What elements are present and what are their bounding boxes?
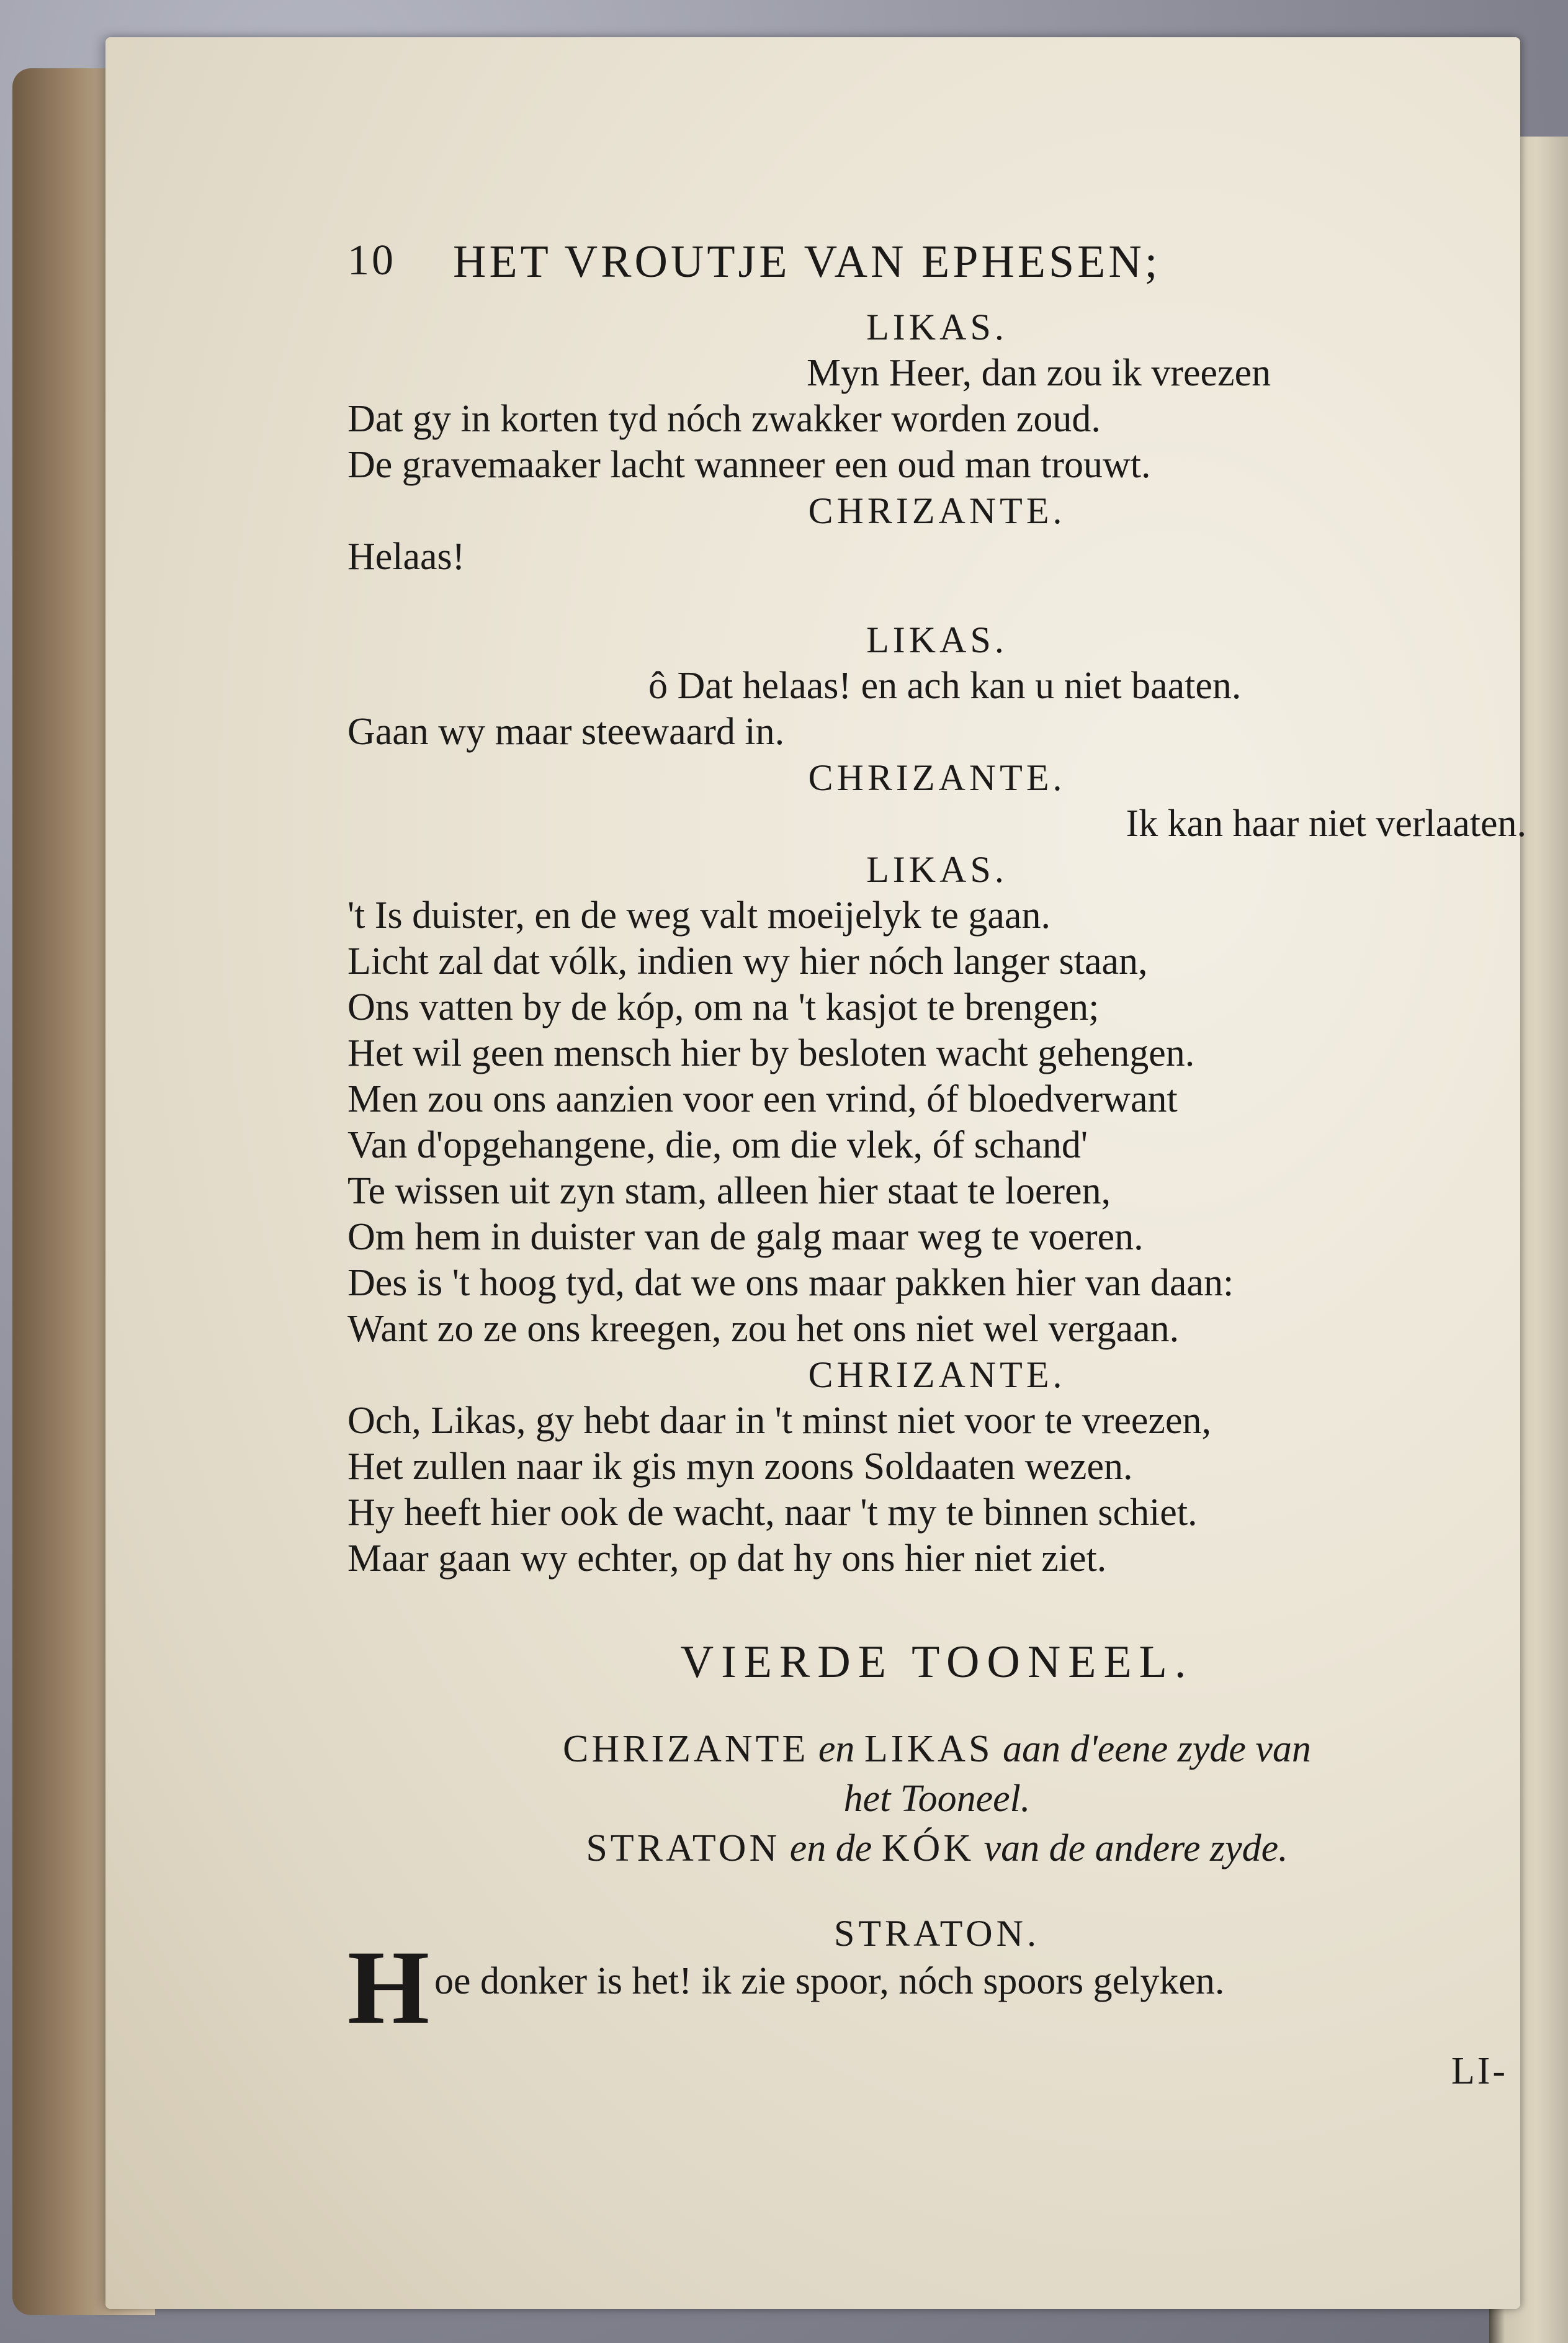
verse-line: De gravemaaker lacht wanneer een oud man trouwt.: [347, 444, 1151, 486]
speaker-label: CHRIZANTE.: [808, 490, 1066, 531]
stage-text: van de andere zyde.: [983, 1827, 1288, 1869]
verse-line: Gaan wy maar steewaard in.: [347, 711, 785, 753]
page-header: [347, 236, 1526, 304]
verse-line: Om hem in duister van de galg maar weg te voeren.: [347, 1216, 1144, 1258]
verse-line: Men zou ons aanzien voor een vrind, óf bloedverwant: [347, 1078, 1178, 1120]
verse-line: Hy heeft hier ook de wacht, naar 't my te binnen schiet.: [347, 1491, 1198, 1534]
running-title: HET VROUTJE VAN EPHESEN;: [453, 236, 1161, 287]
character-name: LIKAS: [864, 1728, 993, 1770]
book-page: [105, 37, 1526, 2309]
stage-direction: [347, 1774, 1526, 1824]
verse-line: Het wil geen mensch hier by besloten wacht gehengen.: [347, 1032, 1195, 1074]
verse-line: Want zo ze ons kreegen, zou het ons niet wel vergaan.: [347, 1308, 1180, 1350]
speaker-label: CHRIZANTE.: [808, 757, 1066, 798]
catchword: LI-: [1451, 2050, 1508, 2092]
speaker-label: LIKAS.: [866, 307, 1008, 348]
page-number: 10: [347, 236, 396, 284]
character-name: CHRIZANTE: [563, 1728, 809, 1770]
speaker-label: LIKAS.: [866, 849, 1008, 890]
verse-line: Van d'opgehangene, die, om die vlek, óf schand': [347, 1124, 1088, 1166]
stage-text: het Tooneel.: [843, 1778, 1031, 1820]
verse-line: Och, Likas, gy hebt daar in 't minst niet voor te vreezen,: [347, 1400, 1211, 1442]
speaker-label: STRATON.: [834, 1913, 1040, 1954]
verse-line: Het zullen naar ik gis myn zoons Soldaaten wezen.: [347, 1446, 1133, 1488]
verse-line: Myn Heer, dan zou ik vreezen: [807, 352, 1271, 394]
verse-line: Ons vatten by de kóp, om na 't kasjot te brengen;: [347, 986, 1100, 1028]
verse-line: Licht zal dat vólk, indien wy hier nóch langer staan,: [347, 940, 1148, 983]
character-name: KÓK: [881, 1827, 975, 1869]
verse-line: 't Is duister, en de weg valt moeijelyk te gaan.: [347, 894, 1051, 937]
stage-text: en: [818, 1728, 855, 1770]
drop-capital: H: [347, 1929, 430, 2046]
scene-title: VIERDE TOONEEL.: [680, 1637, 1194, 1688]
verse-line: Helaas!: [347, 536, 465, 578]
character-name: STRATON: [586, 1827, 781, 1869]
speaker-label: LIKAS.: [866, 619, 1008, 660]
stage-direction: [347, 1824, 1526, 1873]
stage-text: aan d'eene zyde van: [1002, 1728, 1311, 1770]
speaker-label: CHRIZANTE.: [808, 1354, 1066, 1395]
stage-direction: [347, 1724, 1526, 1774]
verse-line: Te wissen uit zyn stam, alleen hier staat te loeren,: [347, 1170, 1111, 1212]
verse-line: Ik kan haar niet verlaaten.: [1126, 803, 1526, 845]
verse-line: ô Dat helaas! en ach kan u niet baaten.: [648, 665, 1242, 707]
verse-line: Des is 't hoog tyd, dat we ons maar pakken hier van daan:: [347, 1262, 1234, 1304]
verse-line: Maar gaan wy echter, op dat hy ons hier niet ziet.: [347, 1537, 1107, 1580]
verse-line: Dat gy in korten tyd nóch zwakker worden zoud.: [347, 398, 1101, 440]
stage-text: en de: [789, 1827, 872, 1869]
verse-text: oe donker is het! ik zie spoor, nóch spoors gelyken.: [434, 1960, 1225, 2002]
page-text: [347, 236, 1526, 2093]
